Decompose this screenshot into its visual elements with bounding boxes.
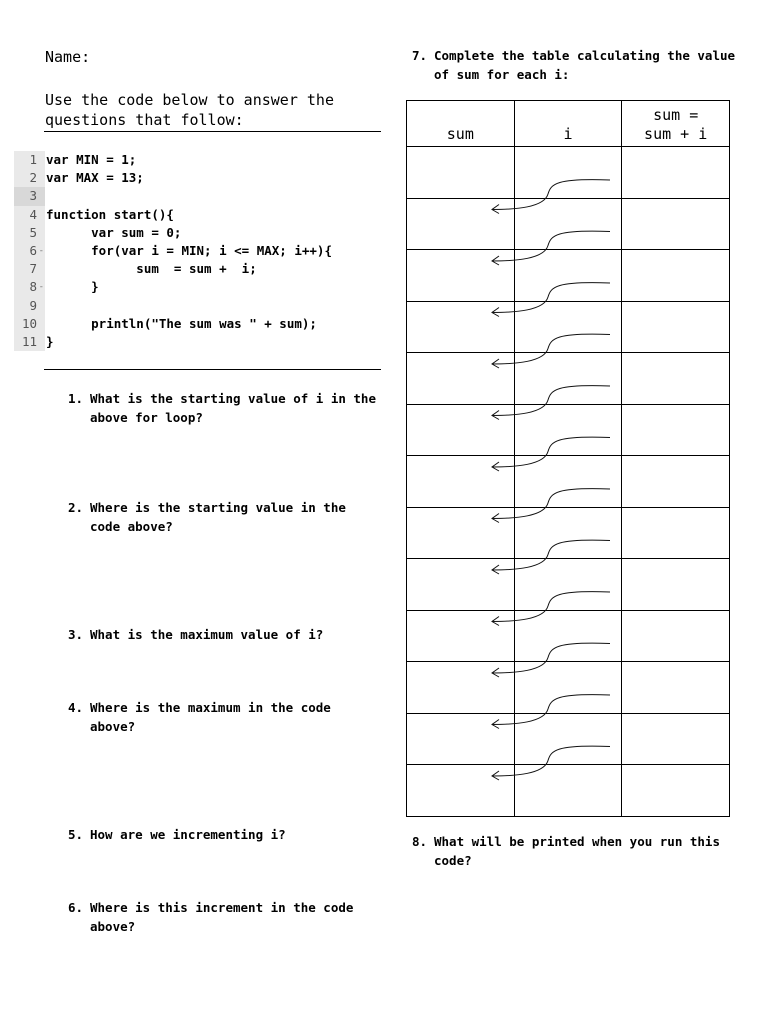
cell-sum[interactable]	[407, 765, 515, 817]
table-body	[407, 147, 730, 817]
question-text: Where is the starting value in the code above?	[90, 500, 346, 534]
cell-sum[interactable]	[407, 610, 515, 662]
divider-bottom	[44, 369, 381, 370]
cell-sum[interactable]	[407, 250, 515, 302]
cell-i[interactable]	[514, 713, 622, 765]
line-number: 9	[14, 297, 45, 315]
code-text: var MIN = 1;	[46, 152, 137, 167]
code-line	[14, 242, 380, 260]
table-row	[407, 353, 730, 405]
cell-sum-plus-i[interactable]	[622, 404, 730, 456]
question-8	[412, 832, 732, 870]
question-4	[68, 698, 378, 736]
question-number: 5.	[68, 827, 84, 842]
table-row	[407, 404, 730, 456]
cell-i[interactable]	[514, 198, 622, 250]
cell-sum[interactable]	[407, 404, 515, 456]
question-number: 6.	[68, 900, 84, 915]
code-text: for(var i = MIN; i <= MAX; i++){	[46, 242, 332, 258]
cell-sum-plus-i[interactable]	[622, 713, 730, 765]
question-text: Where is the maximum in the code above?	[90, 700, 331, 734]
fold-marker-icon: -	[38, 282, 44, 293]
table-row	[407, 301, 730, 353]
code-block	[14, 151, 380, 351]
divider-top	[44, 131, 381, 132]
question-number: 2.	[68, 500, 84, 515]
cell-sum[interactable]	[407, 456, 515, 508]
header-sum-plus-i-line-1: sum =	[653, 106, 699, 124]
cell-sum-plus-i[interactable]	[622, 662, 730, 714]
cell-sum[interactable]	[407, 147, 515, 199]
code-line	[14, 206, 380, 224]
question-number: 4.	[68, 700, 84, 715]
question-5	[68, 825, 378, 844]
cell-i[interactable]	[514, 147, 622, 199]
fold-marker-icon: -	[38, 245, 44, 256]
code-text: println("The sum was " + sum);	[46, 315, 317, 331]
line-number: 7	[14, 260, 45, 278]
question-number: 7.	[412, 48, 428, 63]
line-number: 6 -	[14, 242, 45, 260]
question-text: Complete the table calculating the value of sum for each i:	[434, 48, 736, 82]
table-header-row	[407, 101, 730, 147]
sum-table	[406, 100, 730, 817]
question-text: How are we incrementing i?	[90, 827, 286, 842]
code-line	[14, 315, 380, 333]
header-sum-plus-i	[622, 101, 730, 147]
line-number: 8 -	[14, 278, 45, 296]
table-row	[407, 198, 730, 250]
code-line	[14, 187, 380, 205]
cell-sum-plus-i[interactable]	[622, 250, 730, 302]
code-line	[14, 169, 380, 187]
line-number: 11	[14, 333, 45, 351]
instructions-line-2: questions that follow:	[45, 111, 244, 129]
code-line	[14, 260, 380, 278]
line-number: 2	[14, 169, 45, 187]
question-number: 1.	[68, 391, 84, 406]
line-number: 3	[14, 187, 45, 205]
cell-i[interactable]	[514, 559, 622, 611]
cell-sum-plus-i[interactable]	[622, 610, 730, 662]
question-6	[68, 898, 378, 936]
question-text: What will be printed when you run this code?	[434, 834, 720, 868]
cell-sum[interactable]	[407, 353, 515, 405]
code-line	[14, 333, 380, 351]
code-text: function start(){	[46, 206, 174, 222]
cell-i[interactable]	[514, 662, 622, 714]
cell-i[interactable]	[514, 301, 622, 353]
cell-i[interactable]	[514, 456, 622, 508]
header-sum-plus-i-line-2: sum + i	[644, 125, 708, 143]
table-row	[407, 713, 730, 765]
header-sum: sum	[407, 101, 515, 147]
table-row	[407, 507, 730, 559]
cell-sum-plus-i[interactable]	[622, 301, 730, 353]
cell-sum[interactable]	[407, 301, 515, 353]
code-line	[14, 151, 380, 169]
table-row	[407, 765, 730, 817]
cell-sum-plus-i[interactable]	[622, 559, 730, 611]
code-text	[45, 297, 46, 315]
question-7	[412, 46, 742, 84]
question-3	[68, 625, 378, 644]
cell-sum[interactable]	[407, 662, 515, 714]
cell-sum[interactable]	[407, 713, 515, 765]
cell-i[interactable]	[514, 353, 622, 405]
code-line	[14, 224, 380, 242]
line-number: 5	[14, 224, 45, 242]
line-number: 1	[14, 151, 45, 169]
cell-sum-plus-i[interactable]	[622, 456, 730, 508]
table-row	[407, 147, 730, 199]
table-row	[407, 559, 730, 611]
cell-sum[interactable]	[407, 198, 515, 250]
cell-sum-plus-i[interactable]	[622, 147, 730, 199]
question-text: What is the maximum value of i?	[90, 627, 324, 642]
cell-sum-plus-i[interactable]	[622, 353, 730, 405]
question-1	[68, 389, 378, 427]
question-number: 3.	[68, 627, 84, 642]
cell-sum[interactable]	[407, 559, 515, 611]
code-text: var sum = 0;	[46, 224, 182, 240]
code-text: var MAX = 13;	[46, 170, 144, 186]
cell-sum-plus-i[interactable]	[622, 765, 730, 817]
line-number: 10	[14, 315, 45, 333]
question-text: Where is this increment in the code above?	[90, 900, 354, 934]
cell-i[interactable]	[514, 507, 622, 559]
table-row	[407, 456, 730, 508]
code-text: sum = sum + i;	[46, 261, 257, 277]
question-text: What is the starting value of i in the above for loop?	[90, 391, 376, 425]
cell-i[interactable]	[514, 250, 622, 302]
code-text: }	[46, 279, 99, 295]
table-row	[407, 250, 730, 302]
cell-i[interactable]	[514, 765, 622, 817]
instructions-line-1: Use the code below to answer the	[45, 91, 334, 109]
question-2	[68, 498, 378, 536]
cell-sum-plus-i[interactable]	[622, 507, 730, 559]
code-text: }	[46, 333, 54, 349]
cell-i[interactable]	[514, 610, 622, 662]
cell-sum-plus-i[interactable]	[622, 198, 730, 250]
table-row	[407, 662, 730, 714]
name-label: Name:	[45, 48, 91, 66]
cell-sum[interactable]	[407, 507, 515, 559]
cell-i[interactable]	[514, 404, 622, 456]
code-line	[14, 297, 380, 315]
question-number: 8.	[412, 834, 428, 849]
code-text	[45, 187, 46, 205]
header-i: i	[514, 101, 622, 147]
sum-table-container	[406, 100, 730, 815]
instructions	[45, 90, 375, 130]
table-row	[407, 610, 730, 662]
code-line	[14, 278, 380, 296]
line-number: 4	[14, 206, 45, 224]
